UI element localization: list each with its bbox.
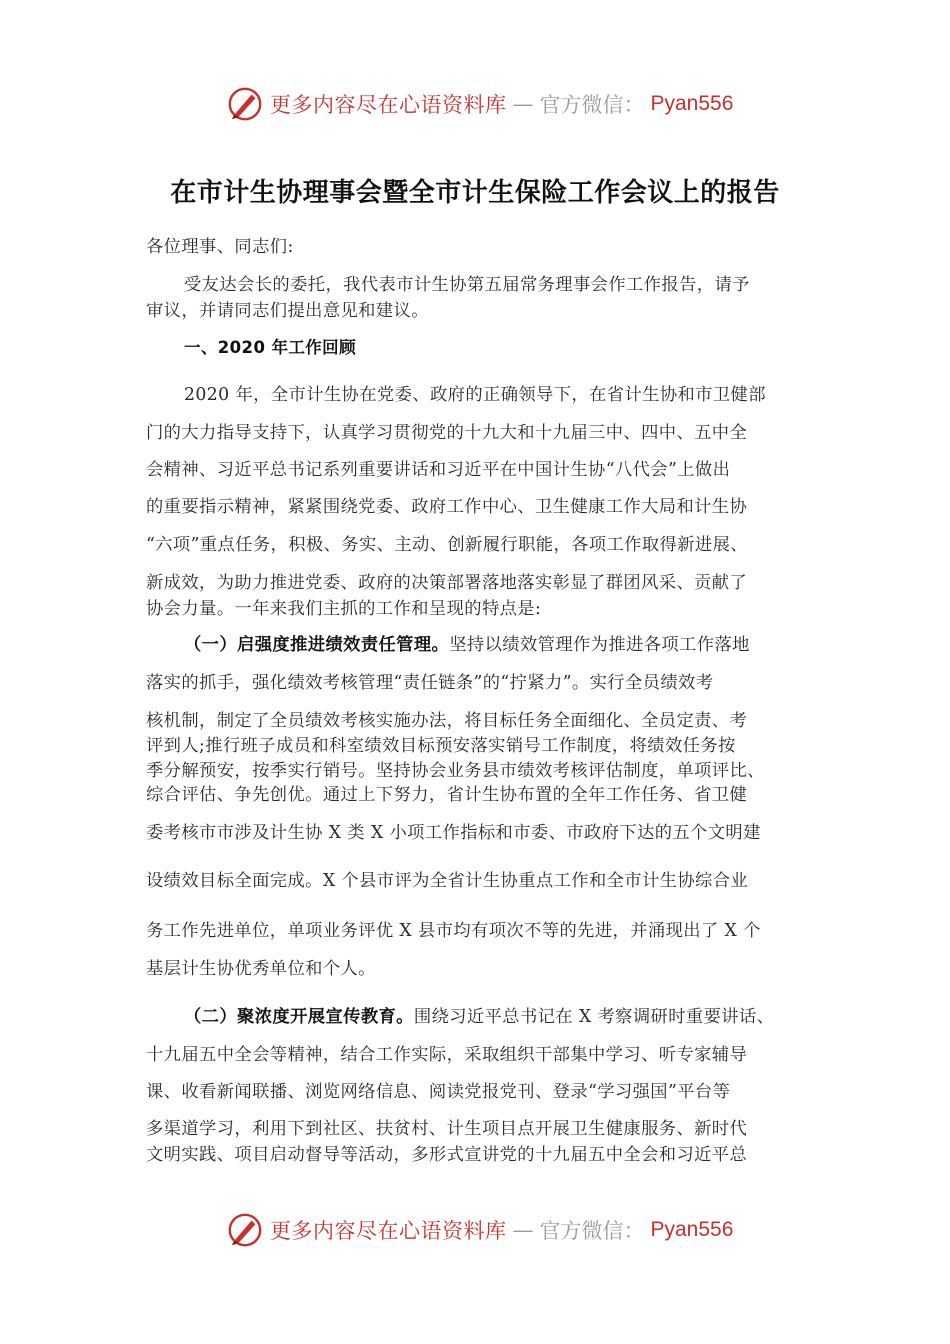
watermark-banner-top — [226, 84, 733, 124]
paragraph-text: 围绕习近平总书记在 X 考察调研时重要讲话、 — [413, 1007, 775, 1027]
banner-left-text: 更多内容尽在心语资料库 — [270, 93, 507, 117]
watermark-banner-bottom — [226, 1210, 733, 1250]
paragraph-line: 多渠道学习，利用下到社区、扶贫村、计生项目点开展卫生健康服务、新时代 — [146, 1119, 748, 1139]
paragraph-line: 季分解预安，按季实行销号。坚持协会业务县市绩效考核评估制度，单项评比、 — [146, 761, 765, 781]
paragraph-line: 设绩效目标全面完成。X 个县市评为全省计生协重点工作和全市计生协综合业 — [146, 871, 749, 891]
paragraph-line: 审议，并请同志们提出意见和建议。 — [146, 301, 429, 321]
paragraph-line: 课、收看新闻联播、浏览网络信息、阅读党报党刊、登录“学习强国”平台等 — [146, 1082, 731, 1102]
pen-logo-icon — [226, 1211, 264, 1249]
banner-mid-text: 官方微信： — [539, 93, 645, 117]
banner-wechat-id: Pyan556 — [650, 1218, 734, 1241]
paragraph-line: 门的大力指导支持下，认真学习贯彻党的十九大和十九届三中、四中、五中全 — [146, 423, 748, 443]
paragraph-text: 坚持以绩效管理作为推进各项工作落地 — [449, 635, 750, 655]
paragraph-line — [184, 1002, 774, 1027]
paragraph-line — [184, 630, 750, 655]
paragraph-line: 新成效，为助力推进党委、政府的决策部署落地落实彰显了群团风采、贡献了 — [146, 573, 748, 593]
greeting: 各位理事、同志们: — [146, 237, 294, 257]
paragraph-line: 委考核市市涉及计生协 X 类 X 小项工作指标和市委、市政府下达的五个文明建 — [146, 823, 761, 843]
paragraph-line: 受友达会长的委托，我代表市计生协第五届常务理事会作工作报告，请予 — [184, 275, 750, 295]
paragraph-line: 综合评估、争先创优。通过上下努力，省计生协布置的全年工作任务、省卫健 — [146, 785, 748, 805]
banner-dash: — — [512, 1218, 534, 1242]
paragraph-line: 落实的抓手，强化绩效考核管理“责任链条”的“拧紧力”。实行全员绩效考 — [146, 673, 714, 693]
paragraph-line: 文明实践、项目启动督导等活动，多形式宣讲党的十九届五中全会和习近平总 — [146, 1145, 748, 1165]
banner-mid-text: 官方微信： — [539, 1219, 645, 1243]
subsection-heading: （一）启强度推进绩效责任管理。 — [184, 635, 450, 655]
section-heading: 一、2020 年工作回顾 — [184, 338, 356, 357]
paragraph-line: 基层计生协优秀单位和个人。 — [146, 959, 376, 979]
paragraph-line: 十九届五中全会等精神，结合工作实际，采取组织干部集中学习、听专家辅导 — [146, 1045, 748, 1065]
paragraph-line: 的重要指示精神，紧紧围绕党委、政府工作中心、卫生健康工作大局和计生协 — [146, 497, 748, 517]
banner-wechat-id: Pyan556 — [650, 92, 734, 115]
banner-dash: — — [512, 92, 534, 116]
paragraph-line: 务工作先进单位，单项业务评优 X 县市均有项次不等的先进，并涌现出了 X 个 — [146, 921, 761, 941]
banner-left-text: 更多内容尽在心语资料库 — [270, 1219, 507, 1243]
paragraph-line: 评到人;推行班子成员和科室绩效目标预安落实销号工作制度，将绩效任务按 — [146, 736, 736, 756]
paragraph-line: “六项”重点任务，积极、务实、主动、创新履行职能，各项工作取得新进展、 — [146, 535, 748, 555]
paragraph-line: 协会力量。一年来我们主抓的工作和呈现的特点是: — [146, 599, 542, 619]
subsection-heading: （二）聚浓度开展宣传教育。 — [184, 1007, 414, 1027]
pen-logo-icon — [226, 85, 264, 123]
paragraph-line: 核机制，制定了全员绩效考核实施办法，将目标任务全面细化、全员定责、考 — [146, 711, 748, 731]
paragraph-line: 2020 年，全市计生协在党委、政府的正确领导下，在省计生协和市卫健部 — [184, 385, 766, 405]
paragraph-line: 会精神、习近平总书记系列重要讲话和习近平在中国计生协“八代会”上做出 — [146, 460, 731, 480]
document-title: 在市计生协理事会暨全市计生保险工作会议上的报告 — [170, 178, 780, 208]
